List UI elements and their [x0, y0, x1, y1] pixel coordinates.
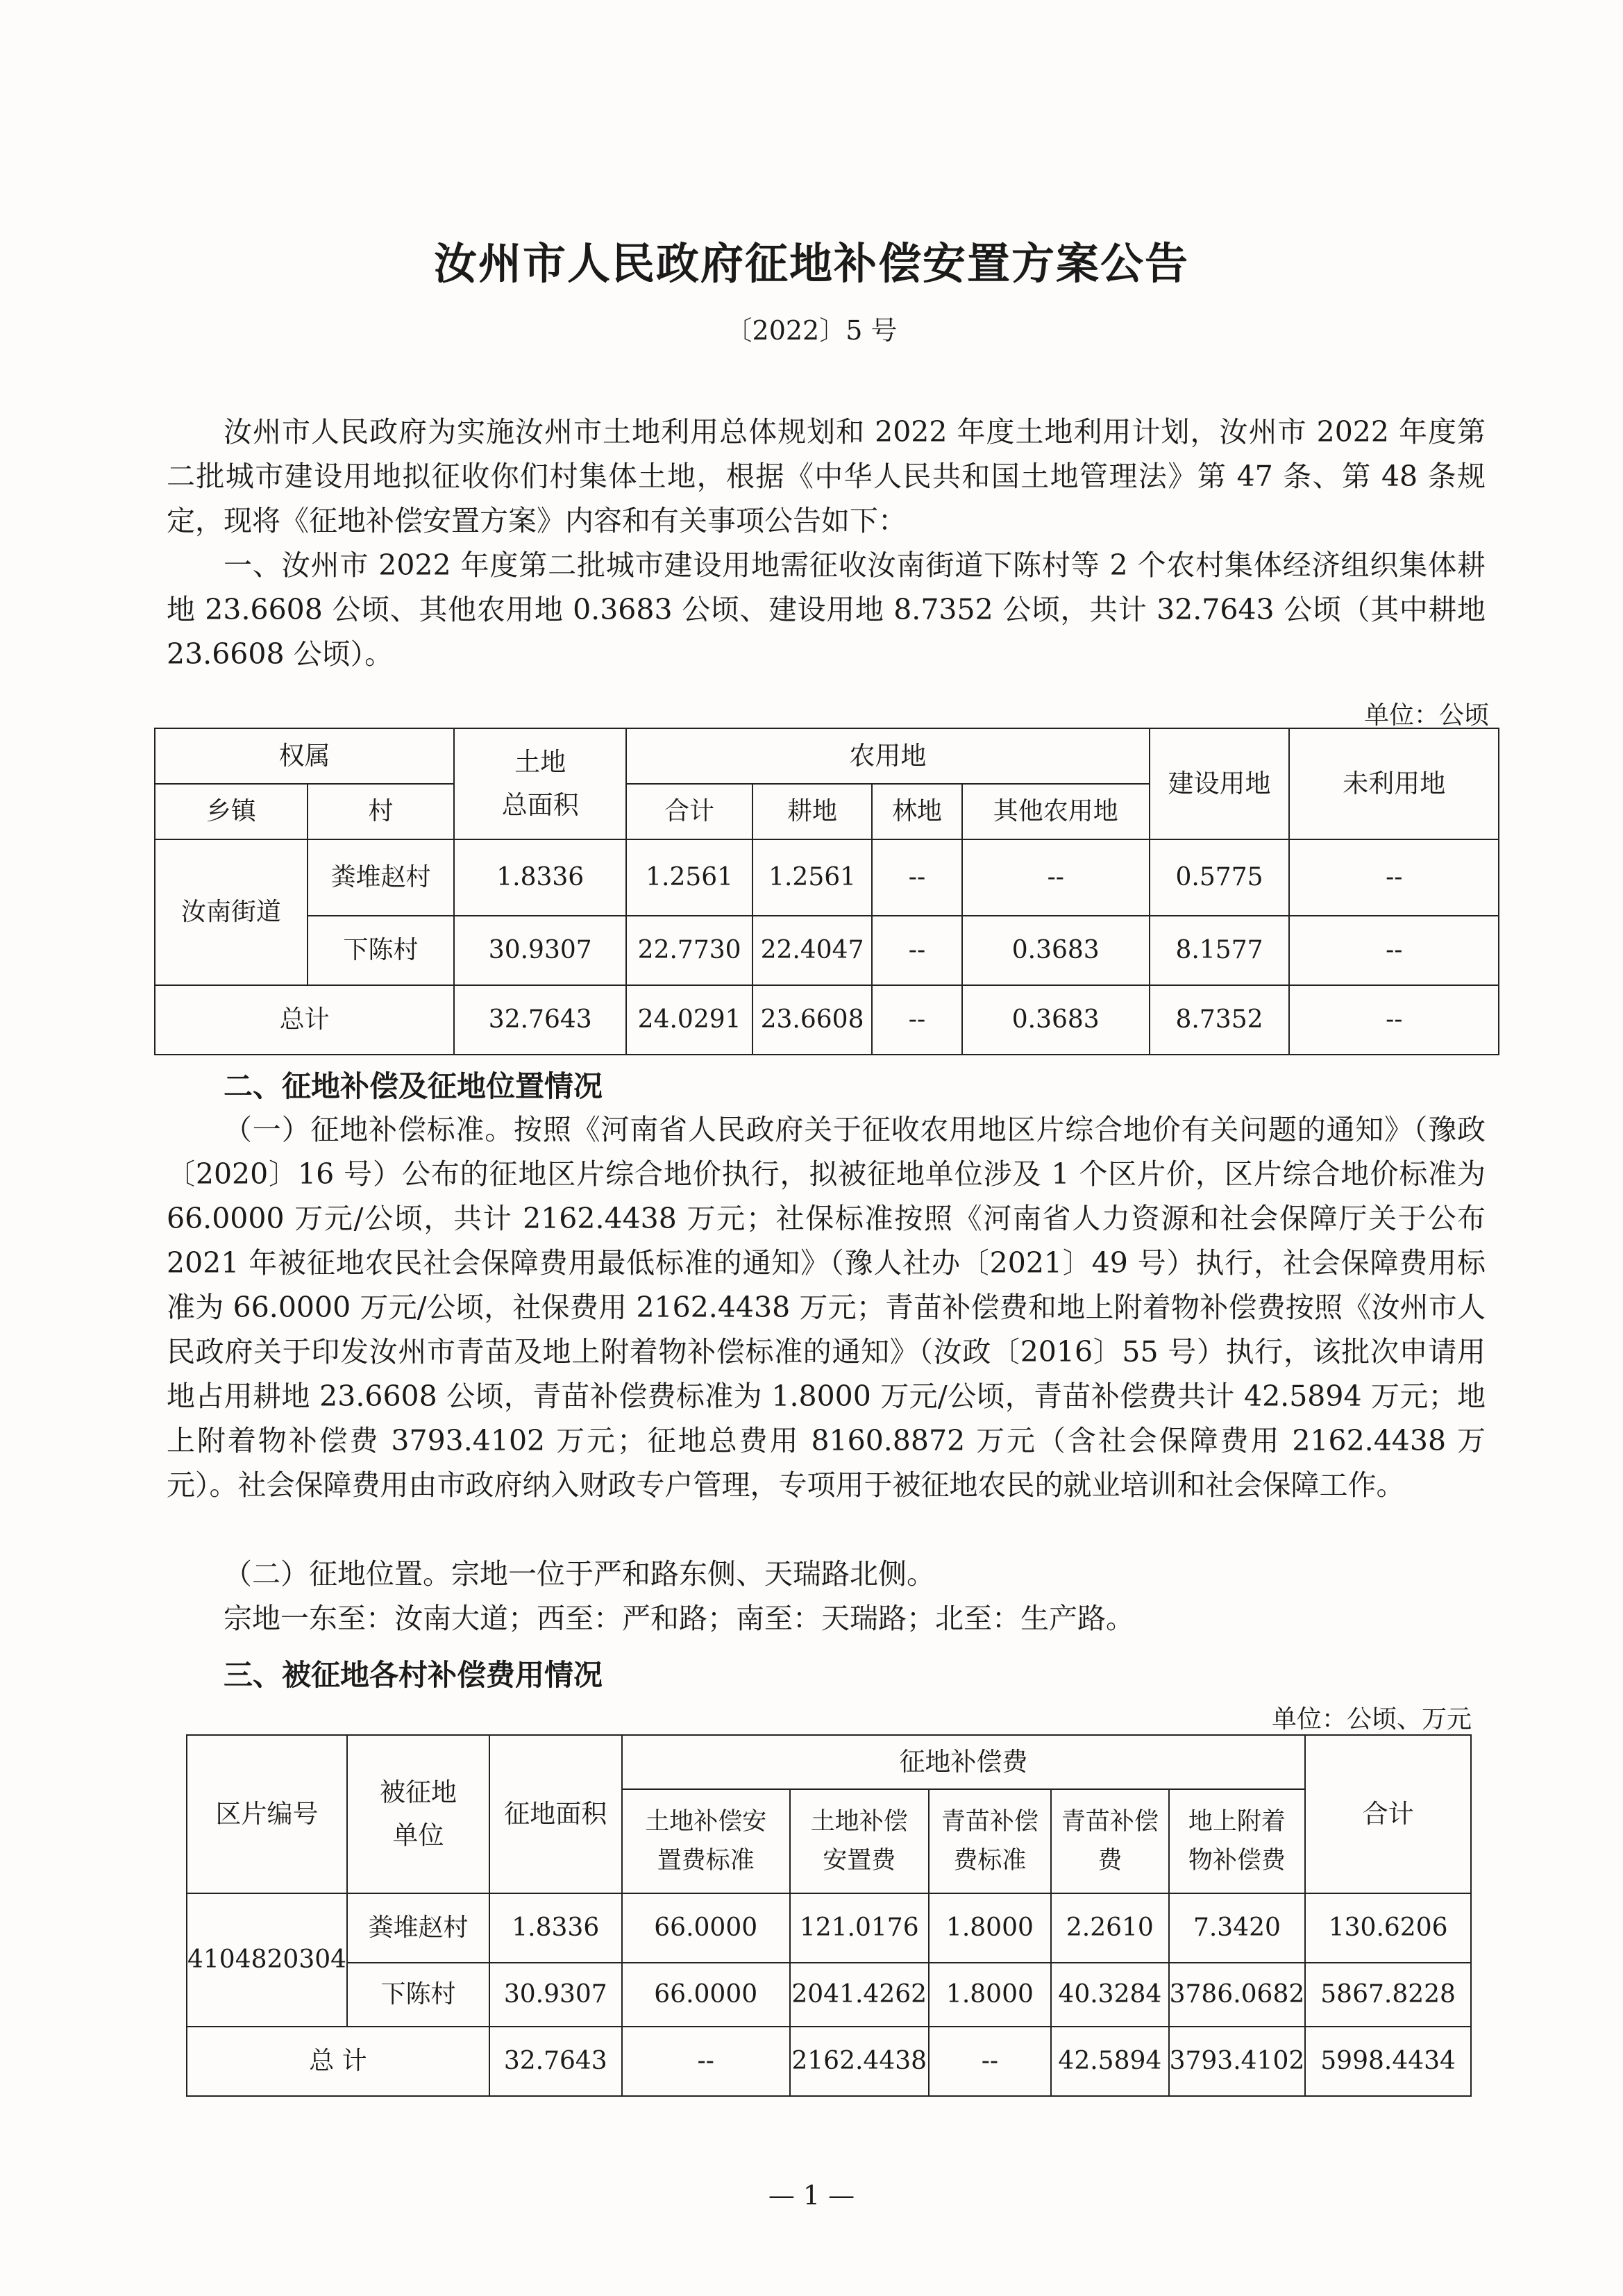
header-land-fee: 土地补偿 安置费: [790, 1789, 929, 1893]
table1-unit: 单位：公顷: [1363, 701, 1489, 730]
land-summary-table: [154, 728, 1499, 1055]
page-number: — 1 —: [768, 2180, 855, 2211]
document-number: 〔2022〕5 号: [725, 315, 898, 346]
page-title: 汝州市人民政府征地补偿安置方案公告: [433, 238, 1189, 289]
header-area: 征地面积: [489, 1735, 622, 1893]
header-ownership: 权属: [155, 728, 454, 784]
header-unused: 未利用地: [1289, 728, 1499, 839]
header-agri-land: 农用地: [626, 728, 1149, 784]
header-other-agri: 其他农用地: [962, 784, 1150, 839]
header-land-std: 土地补偿安 置费标准: [622, 1789, 790, 1893]
table-row: 4104820304 粪堆赵村 1.8336 66.0000 121.0176 1.8000 2.2610 7.3420 130.6206: [187, 1893, 1471, 1963]
section2-heading: 二、征地补偿及征地位置情况: [224, 1069, 603, 1103]
section1-paragraph: 一、汝州市 2022 年度第二批城市建设用地需征收汝南街道下陈村等 2 个农村集体经济组织集体耕地 23.6608 公顷、其他农用地 0.3683 公顷、建设用地 8.7352 公顷，共计 32.7643 公顷（其中耕地 23.6608 公顷）。: [167, 548, 1486, 671]
header-farmland: 耕地: [752, 784, 872, 839]
header-total-area: 土地 总面积: [454, 728, 626, 839]
header-crop-std: 青苗补偿 费标准: [929, 1789, 1051, 1893]
table-total-row: 总 计 32.7643 -- 2162.4438 -- 42.5894 3793.4102 5998.4434: [187, 2027, 1471, 2096]
header-compensation: 征地补偿费: [622, 1735, 1306, 1789]
header-unit-name: 被征地 单位: [347, 1735, 489, 1893]
header-village: 村: [308, 784, 455, 839]
zone-code-cell: 4104820304: [187, 1893, 347, 2027]
intro-paragraph: 汝州市人民政府为实施汝州市土地利用总体规划和 2022 年度土地利用计划，汝州市 2022 年度第二批城市建设用地拟征收你们村集体土地，根据《中华人民共和国土地管理法》第 47 条、第 48 条规定，现将《征地补偿安置方案》内容和有关事项公告如下：: [167, 415, 1486, 537]
header-crop-fee: 青苗补偿 费: [1051, 1789, 1168, 1893]
table-row: 汝南街道 粪堆赵村 1.8336 1.2561 1.2561 -- -- 0.5775 --: [155, 839, 1499, 916]
section2-paragraph-1: （一）征地补偿标准。按照《河南省人民政府关于征收农用地区片综合地价有关问题的通知》（豫政〔2020〕16 号）公布的征地区片综合地价执行，拟被征地单位涉及 1 个区片价，区片综合地价标准为 66.0000 万元/公顷，共计 2162.4438 万元；社保标准按照《河南省人力资源和社会保障厅关于公布 2021 年被征地农民社会保障费用最低标准的通知》（豫人社办〔2021〕49 号）执行，社会保障费用标准为 66.0000 万元/公顷，社保费用 2162.4438 万元；青苗补偿费和地上附着物补偿费按照《汝州市人民政府关于印发汝州市青苗及地上附着物补偿标准的通知》（汝政〔2016〕55 号）执行，该批次申请用地占用耕地 23.6608 公顷，青苗补偿费标准为 1.8000 万元/公顷，青苗补偿费共计 42.5894 万元；地上附着物补偿费 3793.4102 万元；征地总费用 8160.8872 万元（含社会保障费用 2162.4438 万元）。社会保障费用由市政府纳入财政专户管理，专项用于被征地农民的就业培训和社会保障工作。: [167, 1113, 1486, 1502]
header-construction: 建设用地: [1150, 728, 1290, 839]
table2-unit: 单位：公顷、万元: [1271, 1705, 1472, 1734]
table-total-row: 总计 32.7643 24.0291 23.6608 -- 0.3683 8.7352 --: [155, 985, 1499, 1055]
header-attach-fee: 地上附着 物补偿费: [1169, 1789, 1306, 1893]
section2-paragraph-3: 宗地一东至：汝南大道；西至：严和路；南至：天瑞路；北至：生产路。: [224, 1602, 1134, 1635]
compensation-table: [186, 1734, 1472, 2097]
township-cell: 汝南街道: [155, 839, 308, 985]
header-sum: 合计: [1305, 1735, 1471, 1893]
header-forest: 林地: [872, 784, 962, 839]
table-row: 下陈村 30.9307 22.7730 22.4047 -- 0.3683 8.1577 --: [155, 916, 1499, 985]
table-row: 下陈村 30.9307 66.0000 2041.4262 1.8000 40.3284 3786.0682 5867.8228: [187, 1963, 1471, 2027]
header-agri-sum: 合计: [626, 784, 752, 839]
section3-heading: 三、被征地各村补偿费用情况: [224, 1658, 603, 1692]
section2-paragraph-2: （二）征地位置。宗地一位于严和路东侧、天瑞路北侧。: [224, 1557, 935, 1591]
header-township: 乡镇: [155, 784, 308, 839]
header-zone-code: 区片编号: [187, 1735, 347, 1893]
